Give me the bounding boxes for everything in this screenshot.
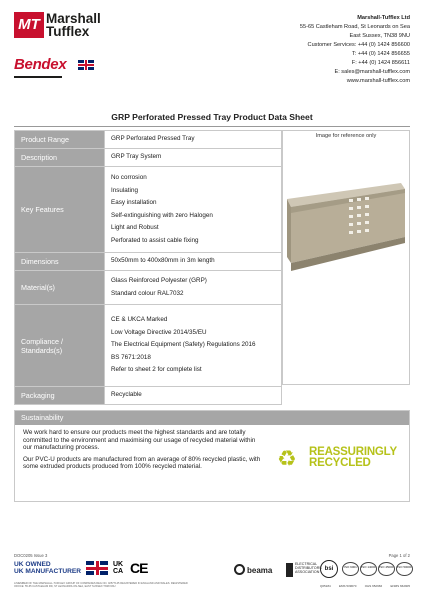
spec-label: Packaging <box>15 387 105 405</box>
spec-value <box>105 253 282 271</box>
website-link[interactable]: www.marshall-tufflex.com <box>346 78 410 84</box>
beama-icon <box>234 564 245 575</box>
spec-table <box>14 130 282 405</box>
certification-logos <box>320 560 410 590</box>
spec-value <box>105 131 282 149</box>
eda-icon <box>286 563 293 577</box>
spec-row <box>15 387 282 405</box>
ukca-mark: UK CA <box>113 561 124 575</box>
title-divider <box>14 126 410 127</box>
sustainability-paragraph-2: Our PVC-U products are manufactured from an average of 80% recycled plastic, with some extruded products produced from 100% recycled material. <box>23 455 261 471</box>
spec-value <box>105 167 282 253</box>
image-caption: Image for reference only <box>315 133 377 139</box>
spec-value-line: GRP Perforated Pressed Tray <box>111 135 195 143</box>
spec-label: Description <box>15 149 105 167</box>
uk-flag-icon <box>78 60 94 70</box>
spec-row <box>15 253 282 271</box>
spec-value-line: Standard colour RAL7032 <box>111 289 184 297</box>
spec-value-line: Glass Reinforced Polyester (GRP) <box>111 277 207 284</box>
contact-block <box>300 14 410 86</box>
divider <box>14 76 62 78</box>
brand-name: Marshall Tufflex <box>46 11 101 39</box>
spec-value-line: Recyclable <box>111 391 142 399</box>
uk-owned-badge: UK OWNED UK MANUFACTURER <box>14 561 82 575</box>
address-line-1: 55-65 Castleham Road, St Leonards on Sea <box>299 24 410 30</box>
legal-disclaimer: A MEMBER OF THE MARSHALL-TUFFLEX GROUP OF COMPANIES REG NO. 02577145 REGISTERED IN ENGLAND AND WALES. REGISTERED OFFICE: 55-65 CASTLEHAM RD, ST LEONARDS-ON-SEA, EAST SUSSEX TN38 9NU <box>14 582 188 588</box>
spec-value-line: Perforated to assist cable fixing <box>111 236 199 244</box>
spec-row <box>15 305 282 387</box>
company-name: Marshall-Tufflex Ltd <box>357 15 410 21</box>
certificate-numbers: Q05184 EMS 539670 OHS 652966 ENMS 662905 <box>320 584 410 588</box>
spec-value-line: Self-extinguishing with zero Halogen <box>111 211 213 219</box>
spec-label: Product Range <box>15 131 105 149</box>
spec-row <box>15 167 282 253</box>
brand-mark-icon: MT <box>14 12 44 38</box>
cable-tray-illustration <box>283 171 409 281</box>
sustainability-section <box>14 410 410 502</box>
spec-value <box>105 149 282 167</box>
fax: F: +44 (0) 1424 856611 <box>351 60 410 66</box>
spec-value <box>105 305 282 387</box>
recycled-badge <box>277 441 407 481</box>
spec-value-line: CE & UKCA Marked <box>111 316 168 324</box>
recycled-badge-text: REASSURINGLY RECYCLED <box>309 446 397 469</box>
product-image <box>282 130 410 385</box>
spec-value-line: Insulating <box>111 186 138 194</box>
address-line-2: East Sussex, TN38 9NU <box>349 33 410 39</box>
spec-label: Key Features <box>15 167 105 253</box>
spec-value-line: No corrosion <box>111 174 147 181</box>
document-reference: DOC0205 Issue 3 <box>14 553 48 558</box>
spec-value-line: Refer to sheet 2 for complete list <box>111 366 202 374</box>
sub-brand-logo: Bendex <box>14 56 67 73</box>
telephone: T: +44 (0) 1424 856655 <box>351 51 410 57</box>
spec-row <box>15 271 282 305</box>
spec-value-line: Light and Robust <box>111 224 159 231</box>
spec-row <box>15 149 282 167</box>
iso-14001-icon: ISO 14001 <box>360 562 377 576</box>
spec-value-line: 50x50mm to 400x80mm in 3m length <box>111 257 215 265</box>
spec-value-line: Easy installation <box>111 199 157 206</box>
page-title: GRP Perforated Pressed Tray Product Data Sheet <box>111 112 313 122</box>
iso-50001-icon: ISO 50001 <box>396 562 413 576</box>
spec-value-line: The Electrical Equipment (Safety) Regulations 2016 <box>111 341 256 349</box>
iso-45001-icon: ISO 45001 <box>378 562 395 576</box>
sustainability-text <box>23 429 263 475</box>
email-link[interactable]: E: sales@marshall-tufflex.com <box>334 69 410 75</box>
customer-services: Customer Services: +44 (0) 1424 856600 <box>307 42 410 48</box>
spec-row <box>15 131 282 149</box>
beama-logo: beama <box>247 566 273 575</box>
spec-label: Dimensions <box>15 253 105 271</box>
sustainability-paragraph-1: We work hard to ensure our products meet the highest standards and are totally committed to the environment and maximising our usage of recycled material within our manufacturing process. <box>23 429 256 452</box>
iso-9001-icon: ISO 9001 <box>342 562 359 576</box>
ce-mark: CE <box>130 560 148 576</box>
spec-value-line: GRP Tray System <box>111 153 162 161</box>
company-logo <box>14 12 124 84</box>
spec-value-line: BS 7671:2018 <box>111 353 151 361</box>
sustainability-heading: Sustainability <box>15 411 409 425</box>
spec-label: Material(s) <box>15 271 105 305</box>
spec-value <box>105 387 282 405</box>
page-number: Page 1 of 2 <box>388 553 410 558</box>
bsi-logo: bsi <box>320 560 338 578</box>
spec-value-line: Low Voltage Directive 2014/35/EU <box>111 328 207 336</box>
spec-value <box>105 271 282 305</box>
recycle-icon: ♻ <box>277 446 297 471</box>
spec-label: Compliance / Standards(s) <box>15 305 105 387</box>
eda-logo: ELECTRICAL DISTRIBUTORS ASSOCIATION <box>286 562 320 578</box>
uk-flag-icon <box>86 561 108 575</box>
